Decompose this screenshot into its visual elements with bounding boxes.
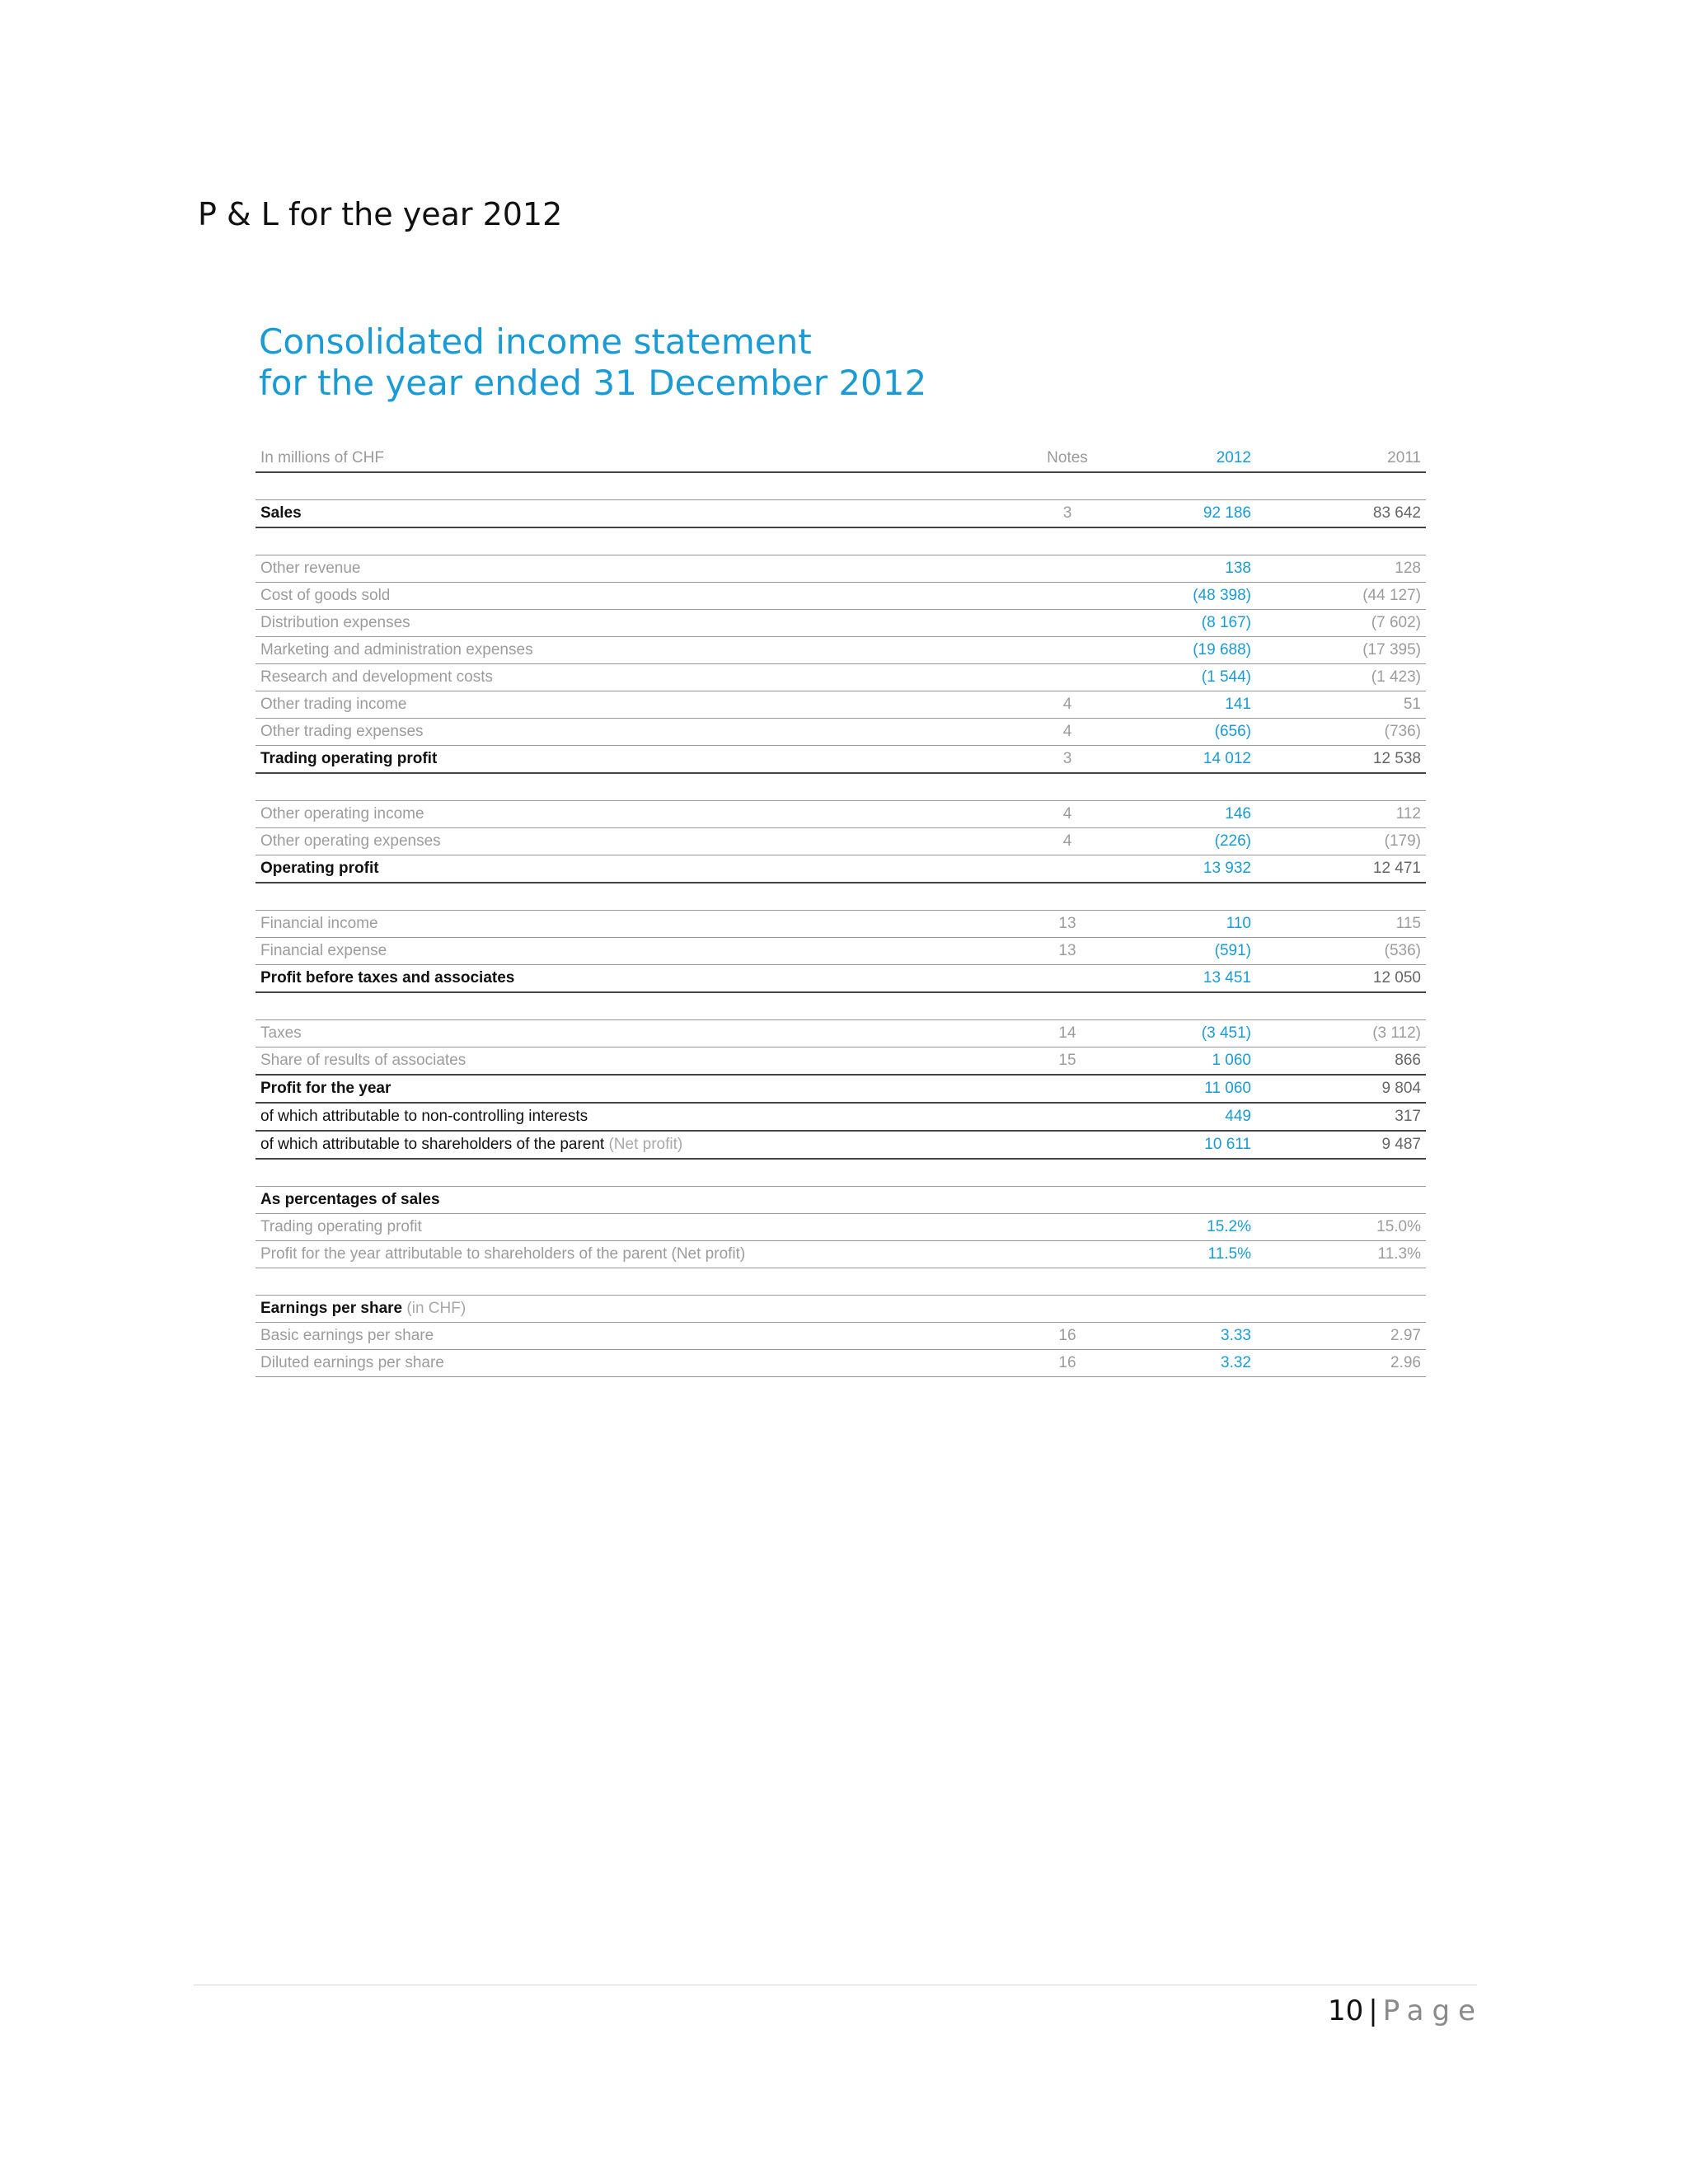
row-label: Basic earnings per share — [256, 1323, 1022, 1350]
eps-unit: (in CHF) — [406, 1300, 467, 1317]
value-2012: 3.33 — [1113, 1323, 1278, 1350]
value-2012: (656) — [1113, 719, 1278, 746]
value-2011: (44 127) — [1278, 583, 1426, 610]
table-row — [256, 691, 1426, 719]
row-label: Cost of goods sold — [256, 583, 1022, 610]
sales-row — [256, 500, 1426, 528]
page-number: 10 — [1327, 1994, 1364, 2027]
year-2012-header: 2012 — [1113, 445, 1278, 472]
operating-profit-row — [256, 855, 1426, 883]
value-2011: 112 — [1278, 801, 1426, 828]
row-note — [1022, 1075, 1113, 1103]
value-2012: (19 688) — [1113, 637, 1278, 664]
table-row — [256, 1350, 1426, 1377]
row-note: 4 — [1022, 801, 1113, 828]
row-note — [1022, 1131, 1113, 1159]
row-note: 16 — [1022, 1350, 1113, 1377]
row-label: Distribution expenses — [256, 610, 1022, 637]
row-note — [1022, 555, 1113, 583]
net-profit-suffix: (Net profit) — [608, 1136, 683, 1153]
row-note — [1022, 1103, 1113, 1131]
value-2012: 110 — [1113, 911, 1278, 938]
row-note — [1022, 610, 1113, 637]
profit-for-year-row — [256, 1075, 1426, 1103]
table-row — [256, 1047, 1426, 1076]
table-row — [256, 1020, 1426, 1047]
value-2012: 13 451 — [1113, 965, 1278, 993]
value-2011: 866 — [1278, 1047, 1426, 1076]
table-row — [256, 938, 1426, 965]
notes-header: Notes — [1022, 445, 1113, 472]
value-2011: 12 538 — [1278, 746, 1426, 774]
trading-operating-profit-row — [256, 746, 1426, 774]
value-2011: (17 395) — [1278, 637, 1426, 664]
row-note: 14 — [1022, 1020, 1113, 1047]
value-2011: (536) — [1278, 938, 1426, 965]
row-note — [1022, 965, 1113, 993]
table-row — [256, 555, 1426, 583]
table-row — [256, 610, 1426, 637]
page-heading: P & L for the year 2012 — [198, 196, 563, 232]
table-row — [256, 664, 1426, 691]
value-2011: 115 — [1278, 911, 1426, 938]
section-heading — [256, 1296, 1022, 1323]
value-2011: 9 804 — [1278, 1075, 1426, 1103]
row-note: 13 — [1022, 938, 1113, 965]
table-row — [256, 1214, 1426, 1241]
row-note — [1022, 637, 1113, 664]
value-2011: 15.0% — [1278, 1214, 1426, 1241]
value-2011: 128 — [1278, 555, 1426, 583]
row-label: Operating profit — [256, 855, 1022, 883]
value-2011: (7 602) — [1278, 610, 1426, 637]
row-label: Profit before taxes and associates — [256, 965, 1022, 993]
row-note: 15 — [1022, 1047, 1113, 1076]
value-2011: (736) — [1278, 719, 1426, 746]
row-label: Profit for the year attributable to shareholders of the parent (Net profit) — [256, 1241, 1022, 1268]
value-2012: (1 544) — [1113, 664, 1278, 691]
value-2011: (1 423) — [1278, 664, 1426, 691]
value-2012: (226) — [1113, 828, 1278, 855]
table-row — [256, 719, 1426, 746]
income-statement-table — [256, 445, 1426, 1377]
value-2012: (8 167) — [1113, 610, 1278, 637]
value-2012: 11 060 — [1113, 1075, 1278, 1103]
table-row — [256, 583, 1426, 610]
table-row — [256, 1323, 1426, 1350]
statement-title-line-1: Consolidated income statement — [259, 321, 812, 362]
row-note: 4 — [1022, 828, 1113, 855]
row-label: Other trading income — [256, 691, 1022, 719]
page-footer — [1328, 1994, 1484, 2027]
value-2012: 14 012 — [1113, 746, 1278, 774]
value-2012: 3.32 — [1113, 1350, 1278, 1377]
value-2012: 1 060 — [1113, 1047, 1278, 1076]
value-2012: 10 611 — [1113, 1131, 1278, 1159]
value-2011: 11.3% — [1278, 1241, 1426, 1268]
value-2011: (3 112) — [1278, 1020, 1426, 1047]
row-label: Trading operating profit — [256, 746, 1022, 774]
row-note: 4 — [1022, 719, 1113, 746]
value-2012: (591) — [1113, 938, 1278, 965]
value-2011: 2.96 — [1278, 1350, 1426, 1377]
eps-heading-text: Earnings per share — [260, 1300, 403, 1317]
table-header-row — [256, 445, 1426, 472]
income-statement — [256, 321, 1426, 1377]
row-label: Taxes — [256, 1020, 1022, 1047]
year-2011-header: 2011 — [1278, 445, 1426, 472]
table-row — [256, 801, 1426, 828]
value-2012: (3 451) — [1113, 1020, 1278, 1047]
row-label: Trading operating profit — [256, 1214, 1022, 1241]
non-controlling-interests-row — [256, 1103, 1426, 1131]
shareholders-of-parent-row — [256, 1131, 1426, 1159]
row-label: Marketing and administration expenses — [256, 637, 1022, 664]
page-word: Page — [1382, 1994, 1484, 2027]
statement-title — [259, 321, 1426, 404]
row-note: 3 — [1022, 746, 1113, 774]
value-2011: 51 — [1278, 691, 1426, 719]
value-2011: 83 642 — [1278, 500, 1426, 528]
profit-before-taxes-row — [256, 965, 1426, 993]
row-note — [1022, 664, 1113, 691]
row-note: 16 — [1022, 1323, 1113, 1350]
row-label: Financial expense — [256, 938, 1022, 965]
value-2012: 141 — [1113, 691, 1278, 719]
percentages-heading-row — [256, 1187, 1426, 1214]
value-2012: 92 186 — [1113, 500, 1278, 528]
value-2012: 138 — [1113, 555, 1278, 583]
value-2012: (48 398) — [1113, 583, 1278, 610]
row-label: Other trading expenses — [256, 719, 1022, 746]
row-label: Other operating expenses — [256, 828, 1022, 855]
table-row — [256, 1241, 1426, 1268]
row-label: Financial income — [256, 911, 1022, 938]
value-2011: 317 — [1278, 1103, 1426, 1131]
row-label-text: of which attributable to shareholders of the parent — [260, 1136, 605, 1153]
value-2011: 12 050 — [1278, 965, 1426, 993]
row-note: 4 — [1022, 691, 1113, 719]
row-label: Share of results of associates — [256, 1047, 1022, 1076]
row-note — [1022, 855, 1113, 883]
value-2012: 15.2% — [1113, 1214, 1278, 1241]
value-2011: (179) — [1278, 828, 1426, 855]
row-note: 3 — [1022, 500, 1113, 528]
table-row — [256, 637, 1426, 664]
table-row — [256, 828, 1426, 855]
eps-heading-row — [256, 1296, 1426, 1323]
footer-separator: | — [1368, 1994, 1378, 2027]
value-2012: 449 — [1113, 1103, 1278, 1131]
row-note: 13 — [1022, 911, 1113, 938]
units-label: In millions of CHF — [256, 445, 1022, 472]
table-row — [256, 911, 1426, 938]
value-2011: 9 487 — [1278, 1131, 1426, 1159]
value-2012: 11.5% — [1113, 1241, 1278, 1268]
statement-title-line-2: for the year ended 31 December 2012 — [259, 363, 927, 403]
row-label: Sales — [256, 500, 1022, 528]
value-2011: 12 471 — [1278, 855, 1426, 883]
value-2011: 2.97 — [1278, 1323, 1426, 1350]
row-label: Other revenue — [256, 555, 1022, 583]
section-heading: As percentages of sales — [256, 1187, 1022, 1214]
row-label: of which attributable to non-controlling interests — [256, 1103, 1022, 1131]
row-note — [1022, 583, 1113, 610]
row-label: Research and development costs — [256, 664, 1022, 691]
row-label: Profit for the year — [256, 1075, 1022, 1103]
row-label: Other operating income — [256, 801, 1022, 828]
value-2012: 13 932 — [1113, 855, 1278, 883]
row-label: Diluted earnings per share — [256, 1350, 1022, 1377]
row-label — [256, 1131, 1022, 1159]
value-2012: 146 — [1113, 801, 1278, 828]
